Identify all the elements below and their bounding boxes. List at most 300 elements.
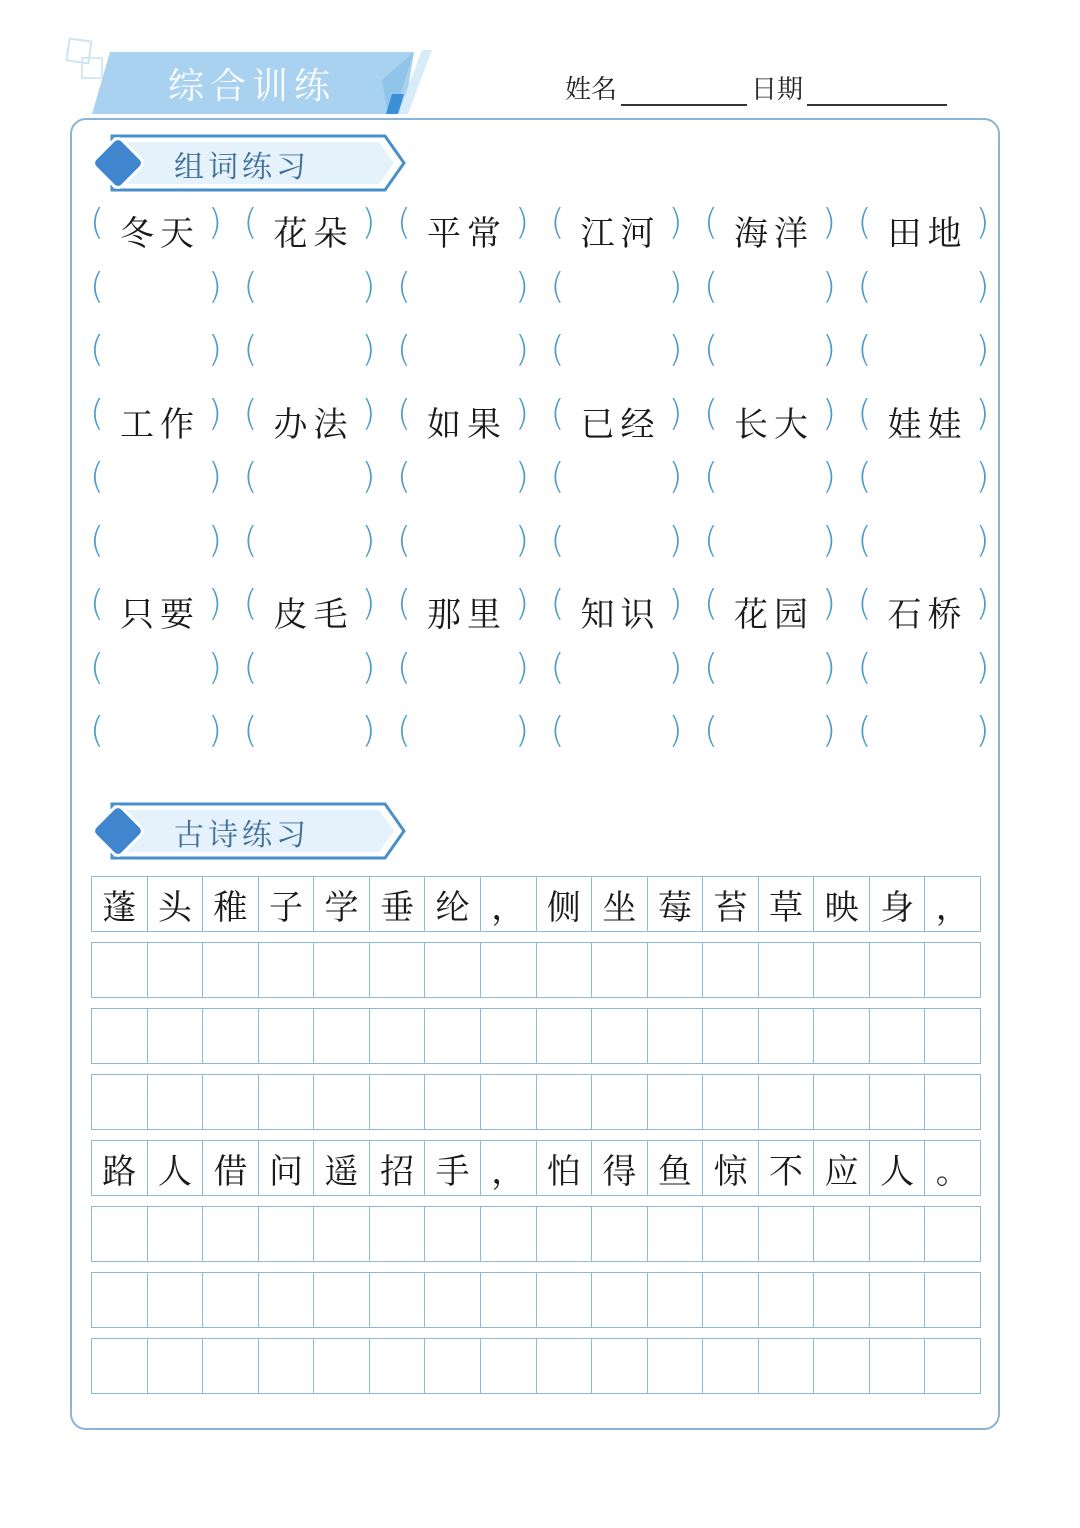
blank-writing-row — [91, 1008, 981, 1064]
blank-word-cell[interactable] — [704, 516, 854, 580]
blank-word-cell[interactable] — [858, 706, 1008, 770]
blank-word-cell[interactable] — [551, 516, 701, 580]
right-parenthesis: ) — [361, 646, 376, 688]
word-cell — [858, 198, 1008, 262]
poem-character-cell: 草 — [758, 877, 814, 931]
blank-word-cell[interactable] — [704, 706, 854, 770]
word-text: 平常 — [427, 214, 507, 254]
word-cell — [551, 198, 701, 262]
blank-word-cell[interactable] — [397, 706, 547, 770]
writing-cell[interactable] — [813, 1273, 869, 1327]
word-text: 已经 — [580, 404, 661, 445]
right-parenthesis: ) — [361, 392, 376, 434]
writing-cell[interactable] — [536, 1339, 592, 1393]
writing-cell[interactable] — [258, 1009, 314, 1063]
writing-cell[interactable] — [758, 1207, 814, 1261]
writing-cell[interactable] — [813, 943, 869, 997]
writing-cell[interactable] — [313, 1207, 369, 1261]
left-parenthesis: ( — [397, 329, 412, 370]
left-parenthesis: ( — [550, 265, 565, 307]
blank-writing-row — [91, 942, 981, 998]
writing-cell[interactable] — [480, 1009, 536, 1063]
left-parenthesis: ( — [90, 710, 105, 751]
left-parenthesis: ( — [857, 456, 872, 497]
left-parenthesis: ( — [704, 519, 719, 561]
writing-cell[interactable] — [924, 1339, 980, 1393]
right-parenthesis: ) — [208, 392, 223, 434]
writing-cell[interactable] — [147, 1273, 203, 1327]
right-parenthesis: ) — [975, 265, 990, 307]
writing-cell[interactable] — [147, 1009, 203, 1063]
left-parenthesis: ( — [550, 329, 565, 370]
blank-word-row — [90, 643, 992, 707]
poem-character-cell: 遥 — [313, 1141, 369, 1195]
blank-writing-row — [91, 1206, 981, 1262]
right-parenthesis: ) — [208, 202, 223, 243]
word-cell — [397, 579, 547, 643]
left-parenthesis: ( — [857, 583, 872, 624]
section-title-poem-practice: 古诗练习 — [174, 818, 310, 853]
blank-word-row — [90, 262, 992, 326]
writing-cell[interactable] — [591, 1207, 647, 1261]
writing-cell[interactable] — [591, 1009, 647, 1063]
right-parenthesis: ) — [208, 519, 223, 561]
right-parenthesis: ) — [668, 265, 683, 307]
blank-word-cell[interactable] — [704, 452, 854, 516]
writing-cell[interactable] — [924, 1273, 980, 1327]
left-parenthesis: ( — [397, 583, 412, 624]
poem-character-cell: 学 — [313, 877, 369, 931]
poem-character-cell: 坐 — [591, 877, 647, 931]
left-parenthesis: ( — [397, 456, 412, 497]
blank-word-cell[interactable] — [704, 262, 854, 326]
right-parenthesis: ) — [822, 265, 837, 307]
blank-word-cell[interactable] — [858, 262, 1008, 326]
left-parenthesis: ( — [857, 265, 872, 307]
writing-cell[interactable] — [202, 1207, 258, 1261]
writing-cell[interactable] — [758, 1075, 814, 1129]
writing-cell[interactable] — [424, 1207, 480, 1261]
writing-cell[interactable] — [369, 1207, 425, 1261]
page-title: 综合训练 — [168, 66, 337, 107]
right-parenthesis: ) — [822, 519, 837, 561]
writing-cell[interactable] — [369, 1009, 425, 1063]
right-parenthesis: ) — [668, 710, 683, 751]
writing-cell[interactable] — [702, 943, 758, 997]
word-text: 知识 — [580, 595, 661, 635]
section-header-word-practice — [90, 134, 405, 190]
poem-character-cell: 怕 — [536, 1141, 592, 1195]
right-parenthesis: ) — [515, 456, 530, 497]
section-title-word-practice: 组词练习 — [174, 150, 310, 185]
poem-character-cell: 侧 — [536, 877, 592, 931]
writing-cell[interactable] — [92, 1339, 147, 1393]
right-parenthesis: ) — [975, 710, 990, 751]
right-parenthesis: ) — [822, 583, 837, 624]
writing-cell[interactable] — [924, 1075, 980, 1129]
right-parenthesis: ) — [361, 519, 376, 561]
writing-cell[interactable] — [702, 1009, 758, 1063]
name-label: 姓名 — [565, 75, 618, 105]
left-parenthesis: ( — [243, 329, 258, 370]
word-row — [90, 579, 992, 643]
writing-cell[interactable] — [647, 1075, 703, 1129]
blank-word-cell[interactable] — [244, 516, 394, 580]
word-cell — [704, 389, 854, 453]
left-parenthesis: ( — [90, 646, 105, 688]
right-parenthesis: ) — [822, 329, 837, 370]
writing-cell[interactable] — [869, 943, 925, 997]
blank-word-cell[interactable] — [90, 262, 240, 326]
blank-word-cell[interactable] — [551, 706, 701, 770]
left-parenthesis: ( — [704, 265, 719, 307]
left-parenthesis: ( — [90, 583, 105, 624]
word-text: 工作 — [120, 404, 200, 445]
left-parenthesis: ( — [243, 392, 258, 434]
right-parenthesis: ) — [668, 456, 683, 497]
right-parenthesis: ) — [975, 646, 990, 688]
blank-word-cell[interactable] — [858, 643, 1008, 707]
writing-cell[interactable] — [92, 1075, 147, 1129]
writing-cell[interactable] — [591, 1075, 647, 1129]
right-parenthesis: ) — [361, 202, 376, 243]
left-parenthesis: ( — [90, 456, 105, 497]
right-parenthesis: ) — [668, 583, 683, 624]
word-text: 只要 — [120, 595, 200, 635]
right-parenthesis: ) — [361, 265, 376, 307]
writing-cell[interactable] — [424, 1339, 480, 1393]
section-header-poem-practice — [90, 802, 405, 858]
writing-cell[interactable] — [591, 1339, 647, 1393]
left-parenthesis: ( — [397, 646, 412, 688]
left-parenthesis: ( — [90, 265, 105, 307]
writing-cell[interactable] — [424, 1273, 480, 1327]
word-text: 石桥 — [887, 595, 968, 635]
poem-character-cell: 手 — [424, 1141, 480, 1195]
writing-cell[interactable] — [147, 1075, 203, 1129]
blank-word-cell[interactable] — [244, 706, 394, 770]
right-parenthesis: ) — [515, 265, 530, 307]
word-cell — [551, 389, 701, 453]
right-parenthesis: ) — [822, 456, 837, 497]
writing-cell[interactable] — [647, 1009, 703, 1063]
left-parenthesis: ( — [243, 583, 258, 624]
blank-word-cell[interactable] — [858, 452, 1008, 516]
word-cell — [244, 389, 394, 453]
left-parenthesis: ( — [243, 646, 258, 688]
writing-cell[interactable] — [536, 1075, 592, 1129]
word-cell — [397, 389, 547, 453]
poem-character-cell: 子 — [258, 877, 314, 931]
blank-word-cell[interactable] — [397, 452, 547, 516]
word-text: 海洋 — [734, 214, 814, 254]
blank-word-cell[interactable] — [551, 643, 701, 707]
poem-character-cell: 人 — [147, 1141, 203, 1195]
left-parenthesis: ( — [90, 202, 105, 243]
right-parenthesis: ) — [515, 646, 530, 688]
right-parenthesis: ) — [361, 583, 376, 624]
writing-cell[interactable] — [313, 1009, 369, 1063]
right-parenthesis: ) — [822, 202, 837, 243]
writing-cell[interactable] — [369, 1273, 425, 1327]
right-parenthesis: ) — [975, 519, 990, 561]
writing-cell[interactable] — [758, 1339, 814, 1393]
writing-cell[interactable] — [758, 943, 814, 997]
left-parenthesis: ( — [704, 646, 719, 688]
right-parenthesis: ) — [515, 392, 530, 434]
blank-writing-row — [91, 1272, 981, 1328]
writing-cell[interactable] — [313, 943, 369, 997]
blank-word-cell[interactable] — [397, 262, 547, 326]
writing-cell[interactable] — [480, 1207, 536, 1261]
left-parenthesis: ( — [857, 202, 872, 243]
blank-word-row — [90, 706, 992, 770]
word-cell — [858, 389, 1008, 453]
writing-cell[interactable] — [813, 1009, 869, 1063]
writing-cell[interactable] — [258, 1339, 314, 1393]
poem-character-cell: 纶 — [424, 877, 480, 931]
left-parenthesis: ( — [704, 392, 719, 434]
left-parenthesis: ( — [857, 329, 872, 370]
blank-word-cell[interactable] — [244, 643, 394, 707]
writing-cell[interactable] — [869, 1009, 925, 1063]
writing-cell[interactable] — [536, 943, 592, 997]
left-parenthesis: ( — [550, 392, 565, 434]
left-parenthesis: ( — [550, 456, 565, 497]
blank-word-cell[interactable] — [551, 325, 701, 389]
writing-cell[interactable] — [369, 1075, 425, 1129]
left-parenthesis: ( — [243, 456, 258, 497]
right-parenthesis: ) — [975, 456, 990, 497]
left-parenthesis: ( — [857, 519, 872, 561]
poem-character-cell: 路 — [102, 1151, 137, 1192]
writing-cell[interactable] — [702, 1207, 758, 1261]
word-text: 田地 — [887, 214, 968, 254]
left-parenthesis: ( — [550, 583, 565, 624]
blank-word-cell[interactable] — [397, 643, 547, 707]
writing-cell[interactable] — [702, 1075, 758, 1129]
writing-cell[interactable] — [647, 1273, 703, 1327]
right-parenthesis: ) — [822, 392, 837, 434]
writing-cell[interactable] — [92, 1273, 147, 1327]
writing-cell[interactable] — [924, 1009, 980, 1063]
writing-cell[interactable] — [647, 1207, 703, 1261]
writing-cell[interactable] — [869, 1339, 925, 1393]
left-parenthesis: ( — [550, 710, 565, 751]
writing-cell[interactable] — [702, 1339, 758, 1393]
right-parenthesis: ) — [668, 202, 683, 243]
writing-cell[interactable] — [591, 1273, 647, 1327]
word-text: 皮毛 — [273, 595, 354, 635]
writing-cell[interactable] — [92, 943, 147, 997]
writing-cell[interactable] — [869, 1207, 925, 1261]
blank-word-cell[interactable] — [90, 452, 240, 516]
writing-cell[interactable] — [92, 1009, 147, 1063]
blank-word-cell[interactable] — [244, 452, 394, 516]
blank-writing-row — [91, 1074, 981, 1130]
right-parenthesis: ) — [515, 202, 530, 243]
right-parenthesis: ) — [361, 710, 376, 751]
word-text: 花朵 — [273, 214, 354, 254]
left-parenthesis: ( — [857, 392, 872, 434]
blank-word-cell[interactable] — [397, 516, 547, 580]
left-parenthesis: ( — [90, 392, 105, 434]
blank-word-row — [90, 325, 992, 389]
date-label: 日期 — [751, 75, 804, 105]
left-parenthesis: ( — [857, 646, 872, 688]
writing-cell[interactable] — [202, 1273, 258, 1327]
blank-word-cell[interactable] — [90, 643, 240, 707]
blank-word-row — [90, 516, 992, 580]
right-parenthesis: ) — [208, 710, 223, 751]
blank-word-cell[interactable] — [858, 516, 1008, 580]
writing-cell[interactable] — [480, 1273, 536, 1327]
word-text: 那里 — [427, 595, 507, 635]
poem-character-cell: 不 — [758, 1141, 814, 1195]
writing-cell[interactable] — [424, 943, 480, 997]
writing-cell[interactable] — [813, 1075, 869, 1129]
right-parenthesis: ) — [668, 519, 683, 561]
word-cell — [244, 198, 394, 262]
right-parenthesis: ) — [668, 392, 683, 434]
writing-cell[interactable] — [369, 1339, 425, 1393]
left-parenthesis: ( — [90, 329, 105, 370]
poem-character-cell: ， — [480, 1141, 536, 1195]
writing-cell[interactable] — [258, 1207, 314, 1261]
blank-word-cell[interactable] — [90, 325, 240, 389]
writing-cell[interactable] — [869, 1273, 925, 1327]
poem-character-cell: 稚 — [202, 877, 258, 931]
poem-character-cell: 蓬 — [102, 887, 137, 928]
writing-cell[interactable] — [869, 1075, 925, 1129]
right-parenthesis: ) — [208, 456, 223, 497]
writing-cell[interactable] — [924, 943, 980, 997]
word-cell — [551, 579, 701, 643]
right-parenthesis: ) — [515, 329, 530, 370]
writing-cell[interactable] — [480, 943, 536, 997]
blank-word-cell[interactable] — [551, 262, 701, 326]
writing-cell[interactable] — [424, 1009, 480, 1063]
word-text: 冬天 — [120, 214, 200, 254]
word-text: 娃娃 — [887, 404, 968, 445]
blank-word-cell[interactable] — [244, 325, 394, 389]
right-parenthesis: ) — [208, 329, 223, 370]
blank-word-cell[interactable] — [397, 325, 547, 389]
word-cell — [858, 579, 1008, 643]
blank-word-cell[interactable] — [704, 325, 854, 389]
left-parenthesis: ( — [243, 265, 258, 307]
writing-cell[interactable] — [92, 1207, 147, 1261]
writing-cell[interactable] — [924, 1207, 980, 1261]
writing-cell[interactable] — [313, 1075, 369, 1129]
right-parenthesis: ) — [515, 519, 530, 561]
writing-cell[interactable] — [480, 1339, 536, 1393]
date-blank-line[interactable] — [807, 74, 947, 106]
word-cell — [244, 579, 394, 643]
writing-cell[interactable] — [258, 943, 314, 997]
word-text: 长大 — [734, 404, 814, 445]
writing-cell[interactable] — [202, 1009, 258, 1063]
writing-cell[interactable] — [258, 1075, 314, 1129]
writing-cell[interactable] — [536, 1009, 592, 1063]
blank-word-cell[interactable] — [858, 325, 1008, 389]
writing-cell[interactable] — [147, 943, 203, 997]
writing-cell[interactable] — [813, 1339, 869, 1393]
left-parenthesis: ( — [704, 329, 719, 370]
writing-cell[interactable] — [480, 1075, 536, 1129]
writing-cell[interactable] — [313, 1339, 369, 1393]
right-parenthesis: ) — [208, 583, 223, 624]
poem-character-cell: 垂 — [369, 877, 425, 931]
poem-character-cell: 问 — [258, 1141, 314, 1195]
right-parenthesis: ) — [515, 583, 530, 624]
left-parenthesis: ( — [397, 710, 412, 751]
poem-character-cell: 头 — [147, 877, 203, 931]
name-blank-line[interactable] — [621, 74, 747, 106]
poem-character-cell: 莓 — [647, 877, 703, 931]
word-cell — [90, 579, 240, 643]
writing-cell[interactable] — [369, 943, 425, 997]
right-parenthesis: ) — [515, 710, 530, 751]
writing-cell[interactable] — [536, 1207, 592, 1261]
word-text: 如果 — [427, 404, 507, 445]
writing-cell[interactable] — [536, 1273, 592, 1327]
right-parenthesis: ) — [822, 646, 837, 688]
poem-character-cell: 人 — [869, 1141, 925, 1195]
left-parenthesis: ( — [397, 392, 412, 434]
writing-cell[interactable] — [647, 943, 703, 997]
left-parenthesis: ( — [243, 202, 258, 243]
writing-cell[interactable] — [147, 1207, 203, 1261]
writing-cell[interactable] — [202, 1339, 258, 1393]
left-parenthesis: ( — [397, 265, 412, 307]
writing-cell[interactable] — [258, 1273, 314, 1327]
poem-character-cell: ， — [924, 877, 980, 931]
left-parenthesis: ( — [550, 646, 565, 688]
writing-cell[interactable] — [202, 943, 258, 997]
writing-cell[interactable] — [758, 1273, 814, 1327]
blank-word-cell[interactable] — [704, 643, 854, 707]
poem-character-cell: 应 — [813, 1141, 869, 1195]
poem-character-cell: 招 — [369, 1141, 425, 1195]
left-parenthesis: ( — [857, 710, 872, 751]
writing-cell[interactable] — [758, 1009, 814, 1063]
writing-cell[interactable] — [202, 1075, 258, 1129]
word-row — [90, 389, 992, 453]
blank-word-cell[interactable] — [90, 706, 240, 770]
blank-word-cell[interactable] — [244, 262, 394, 326]
word-text: 江河 — [580, 214, 661, 254]
blank-word-cell[interactable] — [551, 452, 701, 516]
right-parenthesis: ) — [975, 392, 990, 434]
right-parenthesis: ) — [668, 329, 683, 370]
writing-cell[interactable] — [147, 1339, 203, 1393]
left-parenthesis: ( — [550, 519, 565, 561]
word-text: 办法 — [273, 404, 354, 445]
word-cell — [90, 389, 240, 453]
writing-cell[interactable] — [424, 1075, 480, 1129]
writing-cell[interactable] — [647, 1339, 703, 1393]
writing-cell[interactable] — [591, 943, 647, 997]
blank-word-cell[interactable] — [90, 516, 240, 580]
writing-cell[interactable] — [813, 1207, 869, 1261]
word-cell — [704, 198, 854, 262]
poem-character-cell: ， — [480, 877, 536, 931]
left-parenthesis: ( — [704, 202, 719, 243]
poem-character-cell: 鱼 — [647, 1141, 703, 1195]
writing-cell[interactable] — [702, 1273, 758, 1327]
writing-cell[interactable] — [313, 1273, 369, 1327]
